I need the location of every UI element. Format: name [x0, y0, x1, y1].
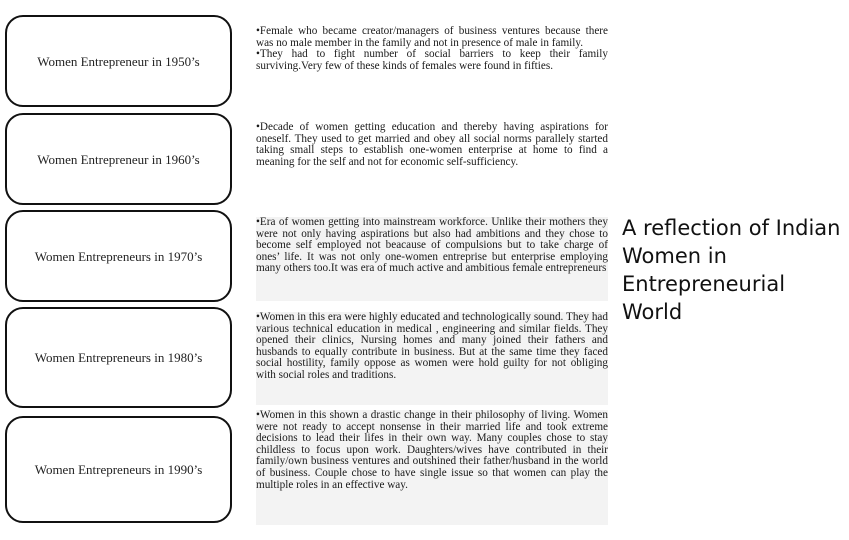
description-point: •They had to fight number of social barriers to keep their family surviving.Very few of these kinds of females were found in fifties. [256, 48, 608, 72]
description-point: •Women in this shown a drastic change in their philosophy of living. Women were not ready to accept nonsense in their married life and took extreme decisions to lead their lifes in their own way. Many couples chose to stay childless to focus upon work. Daughters/wives have contributed in their family/own business ventures and outshined their father/husband in the world of business. Couple chose to have single issue so that women can play the multiple roles in an effective way. [256, 410, 608, 491]
era-label: Women Entrepreneurs in 1970’s [34, 248, 203, 264]
era-box-1980s [5, 307, 232, 408]
era-box-1990s [5, 416, 232, 523]
era-box-1960s [5, 113, 232, 205]
description-1980s [256, 312, 608, 405]
description-point: •Female who became creator/managers of business ventures because there was no male member in the family and not in presence of male in family. [256, 26, 608, 49]
description-1990s [256, 410, 608, 525]
description-point: •Decade of women getting education and thereby having aspirations for oneself. They used to get married and obey all social norms parallely started taking small steps to establish one-women enterprise at home to find a meaning for the self and not for economic self-sufficiency. [256, 122, 608, 168]
description-point: •Era of women getting into mainstream workforce. Unlike their mothers they were not only having aspirations but also had ambitions and they chose to become self employed not beacause of compulsions but to take charge of ones’ life. It was not only one-women entreprise but enterprise employing many others too.It was era of much active and ambitious female entrepreneurs [256, 217, 608, 275]
description-1970s [256, 217, 608, 301]
era-label: Women Entrepreneur in 1950’s [37, 53, 200, 69]
description-1960s [256, 122, 608, 196]
description-point: •Women in this era were highly educated and technologically sound. They had various technical education in medical , engineering and similar fields. They opened their clinics, Nursing homes and many joined their fathers and husbands to equally contribute in business. But at the same time they faced social hostility, family oppose as women were hold guilty for not obliging with social roles and traditions. [256, 312, 608, 381]
era-label: Women Entrepreneurs in 1980’s [34, 350, 203, 365]
side-title: A reflection of Indian Women in Entrepreneurial World [622, 216, 841, 324]
era-label: Women Entrepreneur in 1960’s [37, 151, 200, 167]
era-box-1950s [5, 15, 232, 107]
description-1950s [256, 26, 608, 106]
era-box-1970s [5, 210, 232, 302]
era-label: Women Entrepreneurs in 1990’s [34, 462, 203, 477]
